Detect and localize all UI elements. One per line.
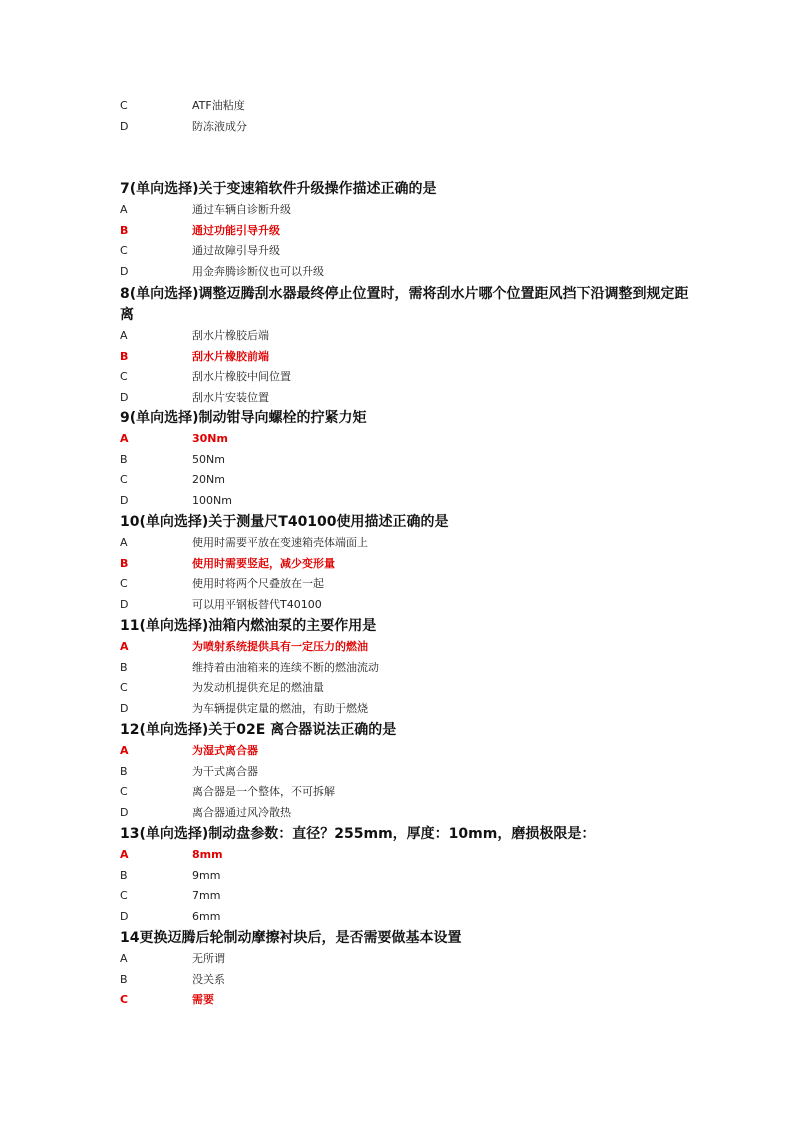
- option-letter: C: [120, 370, 128, 384]
- option-text: 通过故障引导升级: [192, 244, 280, 258]
- option-text: 用金奔腾诊断仪也可以升级: [192, 265, 324, 279]
- question-title: 9(单向选择)制动钳导向螺栓的拧紧力矩: [120, 410, 367, 426]
- option-text: 可以用平钢板替代T40100: [192, 598, 322, 612]
- option-letter: C: [120, 889, 128, 903]
- option-text: 50Nm: [192, 452, 225, 466]
- option-text: 维持着由油箱来的连续不断的燃油流动: [192, 660, 379, 674]
- option-text: 离合器是一个整体，不可拆解: [192, 785, 335, 799]
- question-title: 10(单向选择)关于测量尺T40100使用描述正确的是: [120, 514, 449, 530]
- option-letter: D: [120, 120, 129, 133]
- question-title: 7(单向选择)关于变速箱软件升级操作描述正确的是: [120, 181, 437, 197]
- option-letter: B: [120, 764, 128, 778]
- option-letter: C: [120, 244, 128, 258]
- option-letter: A: [120, 536, 128, 549]
- option-text: 100Nm: [192, 494, 232, 508]
- option-text: 20Nm: [192, 473, 225, 487]
- option-letter: C: [120, 681, 128, 695]
- option-text: 为发动机提供充足的燃油量: [192, 681, 324, 695]
- option-text: 刮水片橡胶后端: [192, 329, 269, 342]
- option-letter: D: [120, 598, 129, 612]
- option-letter: B: [120, 660, 128, 674]
- option-text: 通过车辆自诊断升级: [192, 203, 291, 216]
- option-letter: A: [120, 640, 129, 653]
- option-text: 无所谓: [192, 952, 225, 965]
- option-text: 离合器通过风冷散热: [192, 806, 291, 820]
- option-letter: D: [120, 494, 129, 508]
- question-title: 11(单向选择)油箱内燃油泵的主要作用是: [120, 618, 377, 634]
- option-letter: B: [120, 972, 128, 986]
- option-text: 刮水片橡胶前端: [192, 349, 269, 363]
- option-text: 30Nm: [192, 432, 228, 445]
- option-text: 为车辆提供定量的燃油，有助于燃烧: [192, 702, 368, 716]
- option-letter: A: [120, 952, 128, 965]
- option-letter: B: [120, 223, 129, 237]
- option-text: ATF油粘度: [192, 99, 245, 112]
- option-text: 为喷射系统提供具有一定压力的燃油: [192, 640, 368, 653]
- option-text: 刮水片橡胶中间位置: [192, 370, 291, 384]
- option-letter: A: [120, 744, 129, 757]
- option-letter: D: [120, 391, 129, 405]
- option-text: 6mm: [192, 910, 221, 924]
- option-text: 使用时将两个尺叠放在一起: [192, 577, 324, 591]
- option-text: 8mm: [192, 848, 223, 861]
- option-text: 为湿式离合器: [192, 744, 258, 757]
- option-text: 7mm: [192, 889, 221, 903]
- question-title: 8(单向选择)调整迈腾刮水器最终停止位置时，需将刮水片哪个位置距风挡下沿调整到规定距离: [120, 286, 689, 323]
- option-letter: A: [120, 329, 128, 342]
- question-title: 13(单向选择)制动盘参数：直径？255mm，厚度：10mm，磨损极限是：: [120, 826, 596, 842]
- option-text: 9mm: [192, 868, 221, 882]
- option-letter: C: [120, 577, 128, 591]
- option-letter: D: [120, 265, 129, 279]
- option-letter: B: [120, 452, 128, 466]
- option-text: 为干式离合器: [192, 764, 258, 778]
- option-text: 需要: [192, 993, 214, 1007]
- option-letter: A: [120, 203, 128, 216]
- option-text: 刮水片安装位置: [192, 391, 269, 405]
- option-letter: C: [120, 993, 129, 1007]
- question-title: 14更换迈腾后轮制动摩擦衬块后，是否需要做基本设置: [120, 930, 462, 946]
- option-letter: B: [120, 349, 129, 363]
- question-title: 12(单向选择)关于02E 离合器说法正确的是: [120, 722, 397, 738]
- option-text: 使用时需要平放在变速箱壳体端面上: [192, 536, 368, 549]
- option-letter: B: [120, 868, 128, 882]
- option-letter: D: [120, 910, 129, 924]
- option-letter: D: [120, 806, 129, 820]
- option-letter: C: [120, 473, 128, 487]
- option-letter: A: [120, 432, 129, 445]
- option-letter: D: [120, 702, 129, 716]
- option-text: 没关系: [192, 972, 225, 986]
- option-letter: A: [120, 848, 129, 861]
- option-letter: C: [120, 785, 128, 799]
- option-text: 防冻液成分: [192, 120, 247, 133]
- option-letter: C: [120, 99, 128, 112]
- option-text: 使用时需要竖起，减少变形量: [192, 556, 335, 570]
- option-letter: B: [120, 556, 129, 570]
- option-text: 通过功能引导升级: [192, 223, 280, 237]
